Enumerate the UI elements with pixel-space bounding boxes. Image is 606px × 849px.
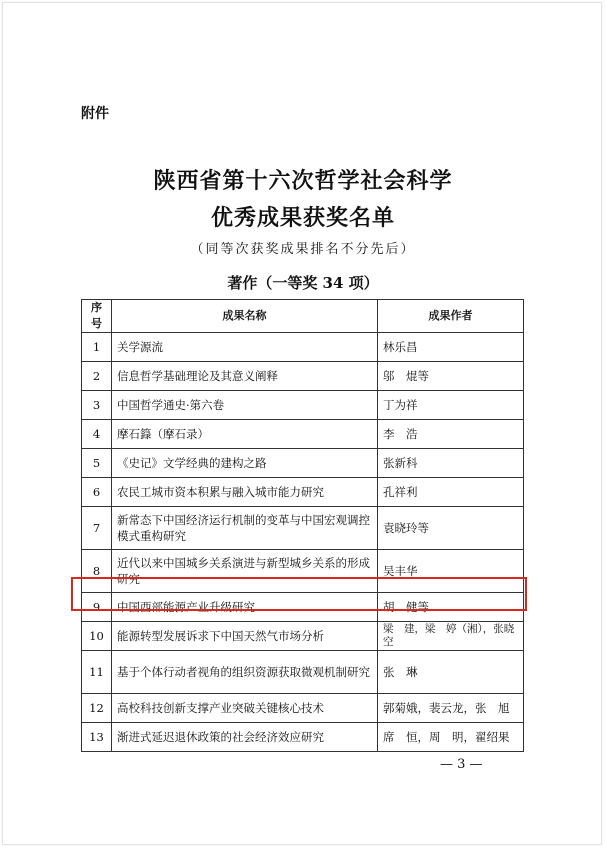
table-row (82, 391, 524, 420)
table-row (82, 478, 524, 507)
work-title: 近代以来中国城乡关系演进与新型城乡关系的形成研究 (112, 550, 378, 593)
row-number: 11 (82, 651, 112, 694)
row-number: 12 (82, 694, 112, 723)
table-row (82, 362, 524, 391)
row-number: 5 (82, 449, 112, 478)
attachment-label: 附件 (81, 106, 109, 122)
work-title: 摩石籙（摩石录） (112, 420, 378, 449)
table-header-row (82, 300, 524, 333)
work-title: 渐进式延迟退休政策的社会经济效应研究 (112, 723, 378, 752)
row-number: 10 (82, 622, 112, 651)
work-title: 高校科技创新支撑产业突破关键核心技术 (112, 694, 378, 723)
table-row (82, 622, 524, 651)
work-author: 张 琳 (378, 651, 524, 694)
row-number: 4 (82, 420, 112, 449)
work-title: 中国哲学通史·第六卷 (112, 391, 378, 420)
work-author: 梁 建，梁 婷（湘），张晓空 (378, 622, 524, 651)
work-author: 郭菊娥，裴云龙，张 旭 (378, 694, 524, 723)
work-author: 孔祥利 (378, 478, 524, 507)
work-title: 《史记》文学经典的建构之路 (112, 449, 378, 478)
work-author: 李 浩 (378, 420, 524, 449)
work-author: 席 恒，周 明，翟绍果 (378, 723, 524, 752)
table-row (82, 507, 524, 550)
work-author: 林乐昌 (378, 333, 524, 362)
section-heading: 著作（一等奖 34 项） (227, 274, 379, 292)
page-number: — 3 — (440, 757, 483, 772)
work-author: 邬 焜等 (378, 362, 524, 391)
row-number: 9 (82, 593, 112, 622)
work-title: 能源转型发展诉求下中国天然气市场分析 (112, 622, 378, 651)
work-author: 丁为祥 (378, 391, 524, 420)
work-title: 关学源流 (112, 333, 378, 362)
column-header-no: 序号 (82, 300, 112, 333)
work-title: 信息哲学基础理论及其意义阐释 (112, 362, 378, 391)
work-title: 中国西部能源产业升级研究 (112, 593, 378, 622)
table-row-highlighted (82, 593, 524, 622)
table-row (82, 651, 524, 694)
page-subtitle: （同等次获奖成果排名不分先后） (190, 242, 416, 257)
page-title-line2: 优秀成果获奖名单 (210, 205, 395, 231)
awards-table (81, 299, 524, 752)
table-row (82, 449, 524, 478)
table-row (82, 333, 524, 362)
row-number: 1 (82, 333, 112, 362)
column-header-title: 成果名称 (112, 300, 378, 333)
work-title: 农民工城市资本积累与融入城市能力研究 (112, 478, 378, 507)
row-number: 6 (82, 478, 112, 507)
work-author: 吴丰华 (378, 550, 524, 593)
table-row (82, 550, 524, 593)
work-title: 新常态下中国经济运行机制的变革与中国宏观调控模式重构研究 (112, 507, 378, 550)
table-row (82, 694, 524, 723)
table-row (82, 420, 524, 449)
row-number: 7 (82, 507, 112, 550)
page-title-line1: 陕西省第十六次哲学社会科学 (153, 168, 453, 194)
work-author: 胡 健等 (378, 593, 524, 622)
row-number: 2 (82, 362, 112, 391)
table-row (82, 723, 524, 752)
row-number: 13 (82, 723, 112, 752)
row-number: 3 (82, 391, 112, 420)
work-title: 基于个体行动者视角的组织资源获取微观机制研究 (112, 651, 378, 694)
row-number: 8 (82, 550, 112, 593)
work-author: 袁晓玲等 (378, 507, 524, 550)
column-header-author: 成果作者 (378, 300, 524, 333)
work-author: 张新科 (378, 449, 524, 478)
